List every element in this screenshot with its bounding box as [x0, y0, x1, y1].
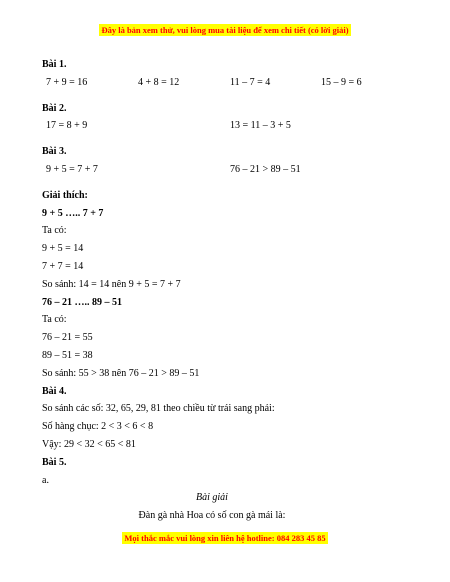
explanation-part2-title: 76 – 21 ….. 89 – 51 — [42, 296, 122, 308]
preview-banner — [0, 24, 450, 36]
explanation-line: So sánh: 55 > 38 nên 76 – 21 > 89 – 51 — [42, 367, 200, 379]
explanation-line: 76 – 21 = 55 — [42, 332, 93, 344]
bai2-answers — [42, 117, 412, 135]
bai4-line: So sánh các số: 32, 65, 29, 81 theo chiều từ trái sang phải: — [42, 403, 275, 415]
bai3-answer-2: 76 – 21 > 89 – 51 — [230, 163, 301, 175]
explanation-title: Giải thích: — [42, 189, 88, 201]
explanation-line: Ta có: — [42, 225, 67, 237]
explanation-part1-title: 9 + 5 ….. 7 + 7 — [42, 207, 104, 219]
bai5-title: Bài 5. — [42, 456, 67, 468]
bai1-answer-3: 11 – 7 = 4 — [230, 76, 271, 88]
bai1-answer-4: 15 – 9 = 6 — [321, 76, 362, 88]
explanation-line: 9 + 5 = 14 — [42, 243, 84, 255]
hotline-banner-text: Mọi thắc mắc vui lòng xin liên hệ hotline: 084 283 45 85 — [124, 533, 326, 543]
bai1-answer-2: 4 + 8 = 12 — [138, 76, 180, 88]
preview-banner-text: Đây là bản xem thử, vui lòng mua tài liệu để xem chi tiết (có lời giải) — [101, 25, 349, 35]
explanation-line: 7 + 7 = 14 — [42, 260, 84, 272]
bai5-part-a: a. — [42, 474, 49, 486]
bai2-answer-1: 17 = 8 + 9 — [46, 120, 88, 132]
bai1-answers — [42, 74, 412, 92]
bai4-title: Bài 4. — [42, 385, 67, 397]
bai2-title: Bài 2. — [42, 102, 67, 114]
bai1-answer-1: 7 + 9 = 16 — [46, 76, 88, 88]
explanation-line: So sánh: 14 = 14 nên 9 + 5 = 7 + 7 — [42, 278, 181, 290]
bai2-answer-2: 13 = 11 – 3 + 5 — [230, 120, 291, 132]
bai5-solution-heading: Bài giải — [196, 492, 228, 504]
bai3-answer-1: 9 + 5 = 7 + 7 — [46, 163, 98, 175]
bai4-line: Vậy: 29 < 32 < 65 < 81 — [42, 438, 136, 450]
document-content — [42, 56, 412, 525]
bai3-answers — [42, 161, 412, 179]
bai4-line: Số hàng chục: 2 < 3 < 6 < 8 — [42, 421, 154, 433]
explanation-line: 89 – 51 = 38 — [42, 349, 93, 361]
bai5-solution-line: Đàn gà nhà Hoa có số con gà mái là: — [138, 510, 286, 522]
hotline-banner — [0, 532, 450, 544]
explanation-line: Ta có: — [42, 314, 67, 326]
bai3-title: Bài 3. — [42, 146, 67, 158]
bai1-title: Bài 1. — [42, 59, 67, 70]
